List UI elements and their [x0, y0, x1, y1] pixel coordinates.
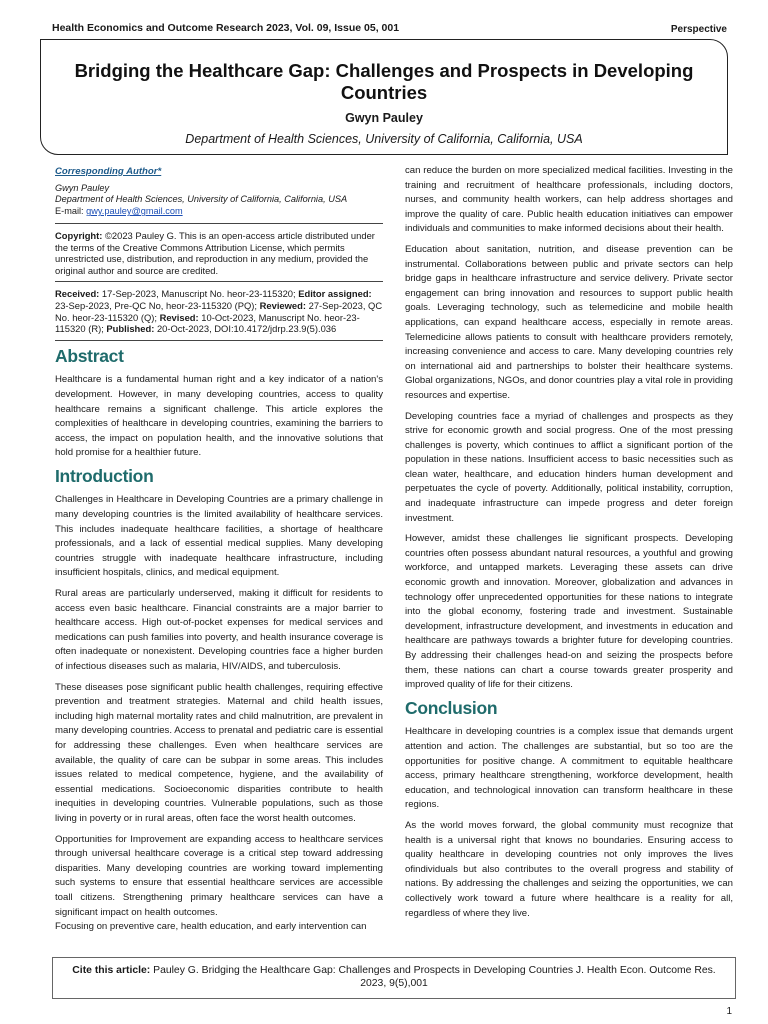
citation-label: Cite this article: — [72, 965, 151, 976]
email-label: E-mail: — [55, 206, 84, 217]
introduction-paragraph: Challenges in Healthcare in Developing Countries are a primary challenge in many developing countries is the limited availability of healthcare services. This includes inadequate healthcare facilities, a shortage of healthcare professionals, and a lack of essential medical supplies. Many developing countries struggle with inadequate healthcare infrastructure, including insufficient hospitals, clinics, and medical equipment. — [55, 494, 383, 579]
citation-text: Pauley G. Bridging the Healthcare Gap: Challenges and Prospects in Developing Countries J. Health Econ. Outcome Res. 2023, 9(5),001 — [153, 965, 716, 989]
author-affiliation: Department of Health Sciences, University of California, California, USA — [185, 132, 583, 146]
email-link[interactable]: gwy.pauley@gmail.com — [86, 206, 183, 217]
introduction-heading: Introduction — [55, 465, 154, 486]
article-type-label: Perspective — [670, 24, 727, 35]
conclusion-paragraph: Healthcare in developing countries is a complex issue that demands urgent attention and action. The challenges are substantial, but so too are the opportunities for positive change. A commitment to equitable healthcare access, primary healthcare strengthening, workforce development, health education, and technological innovation can transform healthcare in these regions. — [405, 726, 733, 811]
conclusion-paragraph: As the world moves forward, the global community must recognize that health is a universal right that knows no boundaries. Ensuring access to quality healthcare in developing countries not only improves the lives ofindividuals but also contributes to the overall progress and stability of nations. By addressing the challenges and seizing the opportunities, we can collectively work toward a future where healthcare is a reality for all, regardless of where they live. — [405, 819, 733, 919]
corresponding-author-dept: Department of Health Sciences, University of California, California, USA — [55, 194, 348, 205]
abstract-heading: Abstract — [55, 345, 124, 366]
corresponding-author-label: Corresponding Author* — [55, 166, 162, 177]
conclusion-heading: Conclusion — [405, 697, 498, 718]
published-label: Published: — [106, 323, 155, 335]
article-dates — [55, 288, 383, 334]
article-title: Bridging the Healthcare Gap: Challenges and Prospects in Developing Countries — [74, 60, 694, 103]
corresponding-author-name: Gwyn Pauley — [55, 182, 110, 193]
right-column — [405, 164, 733, 927]
left-column — [55, 165, 383, 941]
copyright-label: Copyright: — [55, 229, 103, 241]
page-number: 1 — [726, 1006, 732, 1017]
divider — [55, 281, 383, 282]
editor-assigned-label: Editor assigned: — [298, 288, 372, 300]
revised-value: 10-Oct-2023, Manuscript No. heor-23-115320 (R); — [55, 311, 360, 335]
corresponding-author-block — [55, 183, 383, 218]
citation-box — [52, 957, 736, 999]
introduction-paragraph: Rural areas are particularly underserved, making it difficult for residents to access even basic healthcare. Financial constraints are a major barrier to healthcare access. High out-of-pocket expenses for medical services and medications can push families into poverty, and health insurance coverage is often inadequate or nonexistent. Developing countries face a higher burden of infectious diseases such as malaria, HIV/AIDS, and tuberculosis. — [55, 588, 383, 673]
introduction-paragraph: Opportunities for Improvement are expanding access to healthcare services through universal healthcare coverage is a critical step toward addressing disparities. Many developing countries are working toward implementing such systems to ensure that essential healthcare services are accessible toall citizens. Strengthening primary healthcare services can have a significant impact on health outcomes. — [55, 833, 383, 918]
body-paragraph: Developing countries face a myriad of challenges and prospects as they strive for economic growth and social progress. One of the most pressing challenges is poverty, which continues to afflict a significant portion of the population in these nations. Insufficient access to basic necessities such as clean water, healthcare, and education hinders human development and perpetuates the cycle of poverty. Additionally, political instability, corruption, and inadequate infrastructure can impede progress and deter foreign investment. — [405, 410, 733, 524]
copyright-notice — [55, 230, 383, 276]
published-value: 20-Oct-2023, DOI:10.4172/jdrp.23.9(5).036 — [156, 323, 337, 335]
divider — [55, 340, 383, 341]
introduction-paragraph: These diseases pose significant public health challenges, requiring effective prevention and treatment strategies. Maternal and child health issues, including high maternal mortality rates and child malnutrition, are prevalent in many developing countries. Access to prenatal and pediatric care is essential for addressing these challenges. Even when healthcare services are available, the quality of care can be subpar in some areas. This includes issues related to medical competence, hygiene, and the availability of essential medications. Socioeconomic disparities contribute to health inequities in developing countries. Vulnerable populations, such as those living in poverty or in rural areas, often face the worst health outcomes. — [55, 681, 383, 824]
body-paragraph: Education about sanitation, nutrition, and disease prevention can be instrumental. Collaborations between public and private sectors can help bridge gaps in healthcare infrastructure and service delivery. Private sector engagement can bring innovation and resources to support public health goals. Leveraging technology, such as telemedicine and mobile health applications, can expand healthcare access, especially in remote areas. Telemedicine allows patients to consult with healthcare providers remotely, increasing convenience and access to care. Many developing countries rely on international aid and partnerships to bolster their healthcare systems. Global organizations, NGOs, and donor countries play a vital role in providing resources and expertise. — [405, 243, 733, 401]
revised-label: Revised: — [159, 311, 199, 323]
body-paragraph: can reduce the burden on more specialized medical facilities. Investing in the training and recruitment of healthcare professionals, including doctors, nurses, and community health workers, can help address shortages and improve the quality of care. Public health education initiatives can empower individuals and communities to make informed decisions about their health. — [405, 165, 733, 235]
received-value: 17-Sep-2023, Manuscript No. heor-23-115320; — [101, 288, 296, 300]
body-paragraph: However, amidst these challenges lie significant prospects. Developing countries often possess abundant natural resources, a youthful and growing workforce, and untapped markets. Leveraging these assets can drive economic growth and innovation. Moreover, globalization and advances in technology offer unprecedented opportunities for these nations to integrate into the global economy, fostering trade and investment. Sustainable development, infrastructure development, and investments in education and healthcare are pathways towards a brighter future for developing countries. By addressing their challenges head-on and seizing the prospects before them, these nations can chart a course towards greater prosperity and improved quality of life for their citizens. — [405, 533, 733, 691]
reviewed-value: 27-Sep-2023, QC No. heor-23-115320 (Q); — [55, 299, 383, 323]
author-name: Gwyn Pauley — [345, 111, 423, 125]
received-label: Received: — [55, 288, 100, 300]
copyright-text: ©2023 Pauley G. This is an open-access article distributed under the terms of the Creative Commons Attribution License, which permits unrestricted use, distribution, and reproduction in any medium, provided the original author and source are credited. — [55, 229, 375, 276]
abstract-paragraph: Healthcare is a fundamental human right and a key indicator of a nation's development. However, in many developing countries, access to quality healthcare remains a significant challenge. This article explores the complexities of healthcare in developing countries, examining the barriers to access, the impact on population health, and the innovative solutions that hold promise for a healthier future. — [55, 374, 383, 459]
introduction-paragraph: Focusing on preventive care, health education, and early intervention can — [55, 921, 367, 933]
divider — [55, 223, 383, 224]
reviewed-label: Reviewed: — [259, 299, 306, 311]
journal-header: Health Economics and Outcome Research 2023, Vol. 09, Issue 05, 001 — [52, 22, 400, 34]
editor-assigned-value: 23-Sep-2023, Pre-QC No, heor-23-115320 (PQ); — [55, 299, 258, 311]
